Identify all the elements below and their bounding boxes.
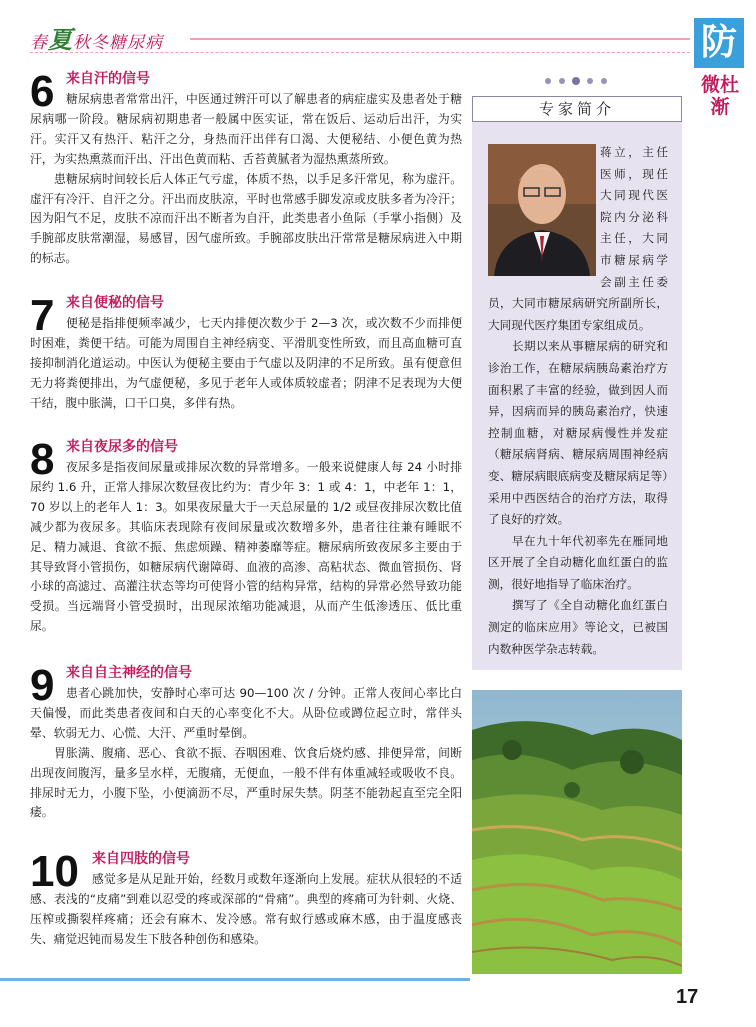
section-number: 6 [30,67,55,116]
paragraph: 夜尿多是指夜间尿量或排尿次数的异常增多。一般来说健康人每 24 小时排尿约 1.6 升，正常人排尿次数昼夜比约为：青少年 3：1 或 4：1，中老年 1：1，70 岁以上的老年人 1：3。如果夜尿量大于一天总尿量的 1/2 或昼夜排尿次数比值减少都为夜尿多。其临床表现除有夜间尿量或次数增多外，患者往往兼有睡眠不足、精力减退、食欲不振、焦虑烦躁、精神萎靡等症。糖尿病所致夜尿多主要由于其导致肾小管损伤，如糖尿病代谢障碍、血液的高渗、高粘状态、微血管损伤、肾小球的高滤过、高灌注状态等均可使肾小管的结构异常，结构的异常必然导致功能受损。当远端肾小管受损时，出现尿浓缩功能减退，从而产生低渗透压、低比重尿。 [30,460,462,634]
section-tab-label: 微杜渐 [700,74,739,118]
expert-heading: 专家简介 [538,100,615,118]
running-header [0,0,700,60]
section-title: 来自夜尿多的信号 [66,439,178,455]
expert-paragraph: 长期以来从事糖尿病的研究和诊治工作，在糖尿病胰岛素治疗方面积累了丰富的经验，做到因人而异，因病而异的胰岛素治疗，快速控制血糖，对糖尿病慢性并发症（糖尿病肾病、糖尿病周围神经病变、糖尿病眼底病变及糖尿病足等）采用中西医结合的治疗方法，取得了良好的疗效。 [488,339,668,527]
section-number: 9 [30,661,55,710]
section-title: 来自自主神经的信号 [66,665,192,681]
section-number: 8 [30,435,55,484]
ornament-icon [540,74,612,88]
section-number: 10 [30,847,79,896]
terraced-field-photo [472,690,682,974]
header-dashed-rule [30,52,690,53]
paragraph: 感觉多是从足趾开始，经数月或数年逐渐向上发展。症状从很轻的不适感、表浅的“皮痛”到难以忍受的疼或深部的“骨痛”。典型的疼痛可为针刺、火烧、压榨或撕裂样疼痛；还会有麻木、发冷感。常有蚁行感或麻木感，由于温度感丧失、痛觉迟钝而易发生下肢各种创伤和感染。 [30,872,462,946]
paragraph: 患糖尿病时间较长后人体正气亏虚，体质不热，以手足多汗常见，称为虚汗。虚汗有冷汗、自汗之分。汗出而皮肤凉，平时也常感手脚发凉或皮肤多者为冷汗；因为阳气不足，皮肤不凉而汗出不断者为自汗，此类患者小鱼际（手掌小指侧）及手腕部皮肤常潮湿，易感冒，因气虚所致。手腕部皮肤出汗常常是糖尿病进入中期的标志。 [30,171,462,266]
magazine-column-title [30,20,163,55]
paragraph: 糖尿病患者常常出汗，中医通过辨汗可以了解患者的病症虚实及患者处于糖尿病哪一阶段。糖尿病初期患者一般属中医实证，常在饭后、运动后出汗，为实汗。实汗又有热汗、粘汗之分，身热而汗出伴有口渴、大便秘结、小便色黄为热汗，为实热熏蒸而汗出、汗出色黄而粘、舌苔黄腻者为湿热熏蒸所致。 [30,92,462,166]
section-number: 7 [30,291,55,340]
section-title: 来自汗的信号 [66,71,150,87]
page-number: 17 [676,986,699,1008]
section-body [30,314,462,414]
section-tab: 防 [694,18,744,68]
section-7 [30,292,462,412]
expert-profile-box [472,96,682,670]
section-title: 来自便秘的信号 [66,295,164,311]
paragraph: 便秘是指排便频率减少，七天内排便次数少于 2—3 次，或次数不少而排便时困难，粪便干结。可能为周围自主神经病变、平滑肌变性所致，而且高血糖可直接抑制消化道运动。中医认为便秘主要由于气虚以及阴津的不足所致。虽有便意但无力将粪便排出，为气虚便秘，多见于老年人或体质较虚者；阴津不足表现为大便干结，腹中胀满，口干口臭，多伴有热。 [30,316,462,410]
section-10 [30,848,462,958]
header-rule [190,38,690,40]
title-part-rest: 秋冬糖尿病 [73,33,163,53]
expert-bio [488,142,668,660]
section-8 [30,436,462,636]
title-part-summer: 夏 [48,25,73,54]
expert-paragraph: 早在九十年代初率先在雁同地区开展了全自动糖化血红蛋白的监测，很好地指导了临床治疗。 [488,533,668,591]
section-body [30,90,462,269]
section-body [30,458,462,637]
section-6 [30,68,462,268]
paragraph: 胃胀满、腹痛、恶心、食欲不振、吞咽困难、饮食后烧灼感、排便异常，间断出现夜间腹泻，量多呈水样，无腹痛，无便血，一般不伴有体重减轻或吸收不良。排尿时无力，小腹下坠，小便滴沥不尽，严重时尿失禁。阴茎不能勃起直至完全阳痿。 [30,745,462,820]
title-part-spring: 春 [30,33,48,53]
section-title: 来自四肢的信号 [92,851,190,867]
footer-rule [0,978,470,981]
expert-paragraph: 撰写了《全自动糖化血红蛋白测定的临床应用》等论文，已被国内数种医学杂志转载。 [488,598,668,656]
expert-paragraph: 蒋立，主任医师，现任大同现代医院内分泌科主任，大同市糖尿病学会副主任委员，大同市糖尿病研究所副所长，大同现代医疗集团专家组成员。 [488,145,668,332]
photo-float-spacer [488,142,600,282]
paragraph: 患者心跳加快，安静时心率可达 90—100 次 / 分钟。正常人夜间心率比白天偏慢，而此类患者夜间和白天的心率变化不大。从卧位或蹲位起立时，常伴头晕、软弱无力、心慌、大汗、严重时晕倒。 [30,686,462,740]
section-body [30,870,462,950]
section-body [30,684,462,823]
section-9 [30,662,462,832]
